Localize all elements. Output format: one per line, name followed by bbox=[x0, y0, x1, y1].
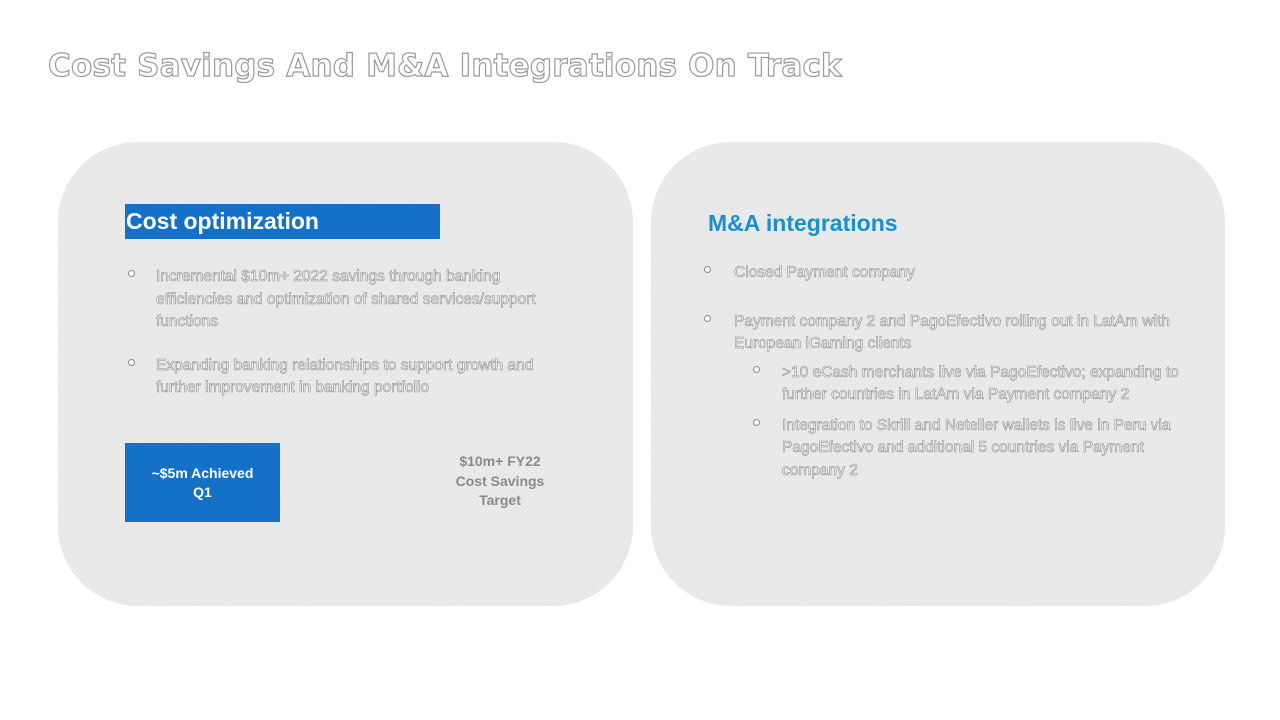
ma-integrations-bullet-list bbox=[704, 262, 1204, 490]
list-item bbox=[128, 266, 558, 334]
list-item bbox=[704, 262, 1204, 285]
achieved-period: Q1 bbox=[193, 483, 212, 500]
bullet-text: Expanding banking relationships to support growth and further improvement in banking portfolio bbox=[156, 356, 534, 396]
bullet-icon bbox=[704, 315, 711, 322]
sub-bullet-icon bbox=[753, 419, 760, 426]
cost-optimization-bullet-list bbox=[128, 266, 558, 421]
bullet-icon bbox=[128, 270, 135, 277]
list-item bbox=[704, 311, 1204, 356]
target-amount: $10m+ FY22 bbox=[459, 453, 541, 469]
target-word: Target bbox=[479, 492, 521, 508]
cost-optimization-heading: Cost optimization bbox=[125, 204, 440, 239]
bullet-text: Payment company 2 and PagoEfectivo rolling out in LatAm with European iGaming clients bbox=[734, 312, 1170, 352]
ma-integrations-heading: M&A integrations bbox=[708, 210, 898, 236]
sub-bullet-icon bbox=[753, 366, 760, 373]
sub-list-item bbox=[704, 362, 1204, 407]
target-description: Cost Savings bbox=[455, 472, 545, 489]
bullet-icon bbox=[704, 266, 711, 273]
sub-bullet-text: >10 eCash merchants live via PagoEfectivo; expanding to further countries in LatAm via Payment company 2 bbox=[782, 363, 1179, 403]
sub-list-item bbox=[704, 415, 1204, 483]
bullet-text: Incremental $10m+ 2022 savings through banking efficiencies and optimization of shared services/support functions bbox=[156, 268, 536, 330]
savings-target-label bbox=[440, 452, 560, 511]
list-item bbox=[128, 355, 558, 400]
slide-title: Cost Savings And M&A Integrations On Track bbox=[48, 48, 842, 84]
achieved-savings-box bbox=[125, 443, 280, 522]
achieved-amount: ~$5m Achieved bbox=[151, 464, 254, 481]
bullet-text: Closed Payment company bbox=[734, 264, 915, 281]
bullet-icon bbox=[128, 359, 135, 366]
sub-bullet-text: Integration to Skrill and Neteller wallets is live in Peru via PagoEfectivo and additional 5 countries via Payment company 2 bbox=[782, 416, 1171, 479]
